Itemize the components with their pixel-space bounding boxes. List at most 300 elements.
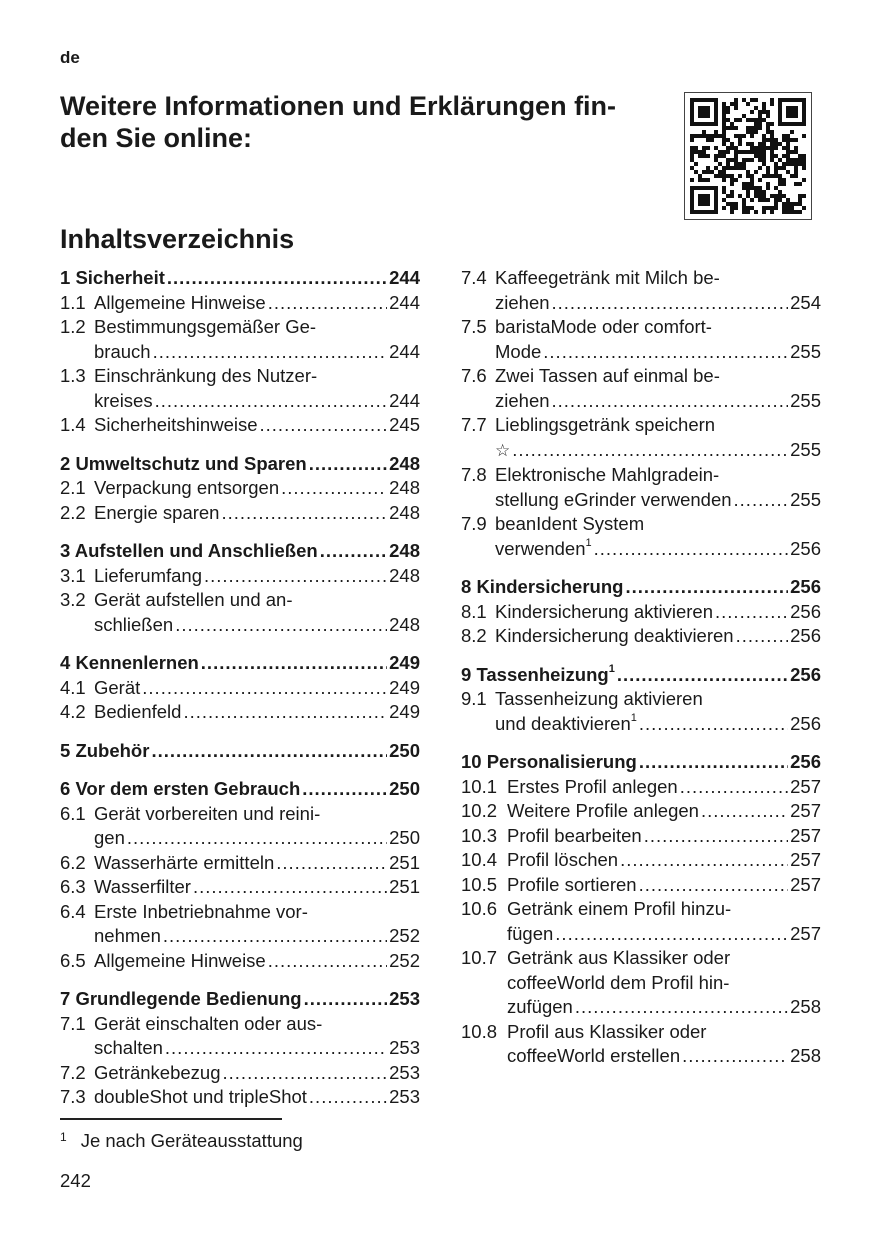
qr-module (702, 170, 706, 174)
toc-section-heading[interactable]: 6 Vor dem ersten Gebrauch ..... 250 (60, 777, 420, 802)
qr-module (738, 194, 742, 198)
qr-module (758, 198, 762, 202)
qr-module (794, 98, 798, 102)
qr-module (722, 138, 726, 142)
qr-module (734, 126, 738, 130)
qr-module (722, 170, 726, 174)
qr-module (778, 122, 782, 126)
qr-module (790, 98, 794, 102)
qr-module (762, 134, 766, 138)
toc-entry[interactable]: 10.8 Profil aus Klassiker oder coffeeWorld erstellen ..... 258 (461, 1020, 821, 1069)
qr-module (706, 122, 710, 126)
qr-module (766, 166, 770, 170)
qr-module (786, 114, 790, 118)
qr-module (766, 174, 770, 178)
toc-entry[interactable]: 4.1 Gerät ..... 249 (60, 676, 420, 701)
qr-module (758, 178, 762, 182)
qr-module (742, 206, 746, 210)
qr-module (782, 154, 786, 158)
qr-module (722, 106, 726, 110)
qr-module (698, 178, 702, 182)
qr-module (782, 166, 786, 170)
qr-module (710, 138, 714, 142)
qr-module (794, 170, 798, 174)
qr-module (770, 146, 774, 150)
qr-module (802, 122, 806, 126)
toc-section (60, 651, 420, 725)
qr-module (734, 206, 738, 210)
qr-module (766, 126, 770, 130)
qr-module (762, 158, 766, 162)
toc-entry[interactable]: 6.2 Wasserhärte ermitteln ..... 251 (60, 851, 420, 876)
toc-entry[interactable]: 3.1 Lieferumfang ..... 248 (60, 564, 420, 589)
qr-module (698, 110, 702, 114)
qr-module (690, 122, 694, 126)
qr-module (742, 162, 746, 166)
qr-module (742, 202, 746, 206)
online-info-headline (60, 90, 660, 154)
qr-module (766, 110, 770, 114)
qr-module (718, 170, 722, 174)
qr-module (794, 110, 798, 114)
qr-module (702, 106, 706, 110)
toc-entry[interactable]: 7.6 Zwei Tassen auf einmal be- ziehen ..... 255 (461, 364, 821, 413)
qr-module (730, 210, 734, 214)
qr-module (698, 106, 702, 110)
qr-module (766, 206, 770, 210)
qr-module (802, 114, 806, 118)
qr-module (758, 126, 762, 130)
footnote-text: Je nach Geräteausstattung (80, 1130, 303, 1151)
qr-module (730, 126, 734, 130)
toc-entry[interactable]: 9.1 Tassenheizung aktivieren und deaktivieren$^1$ ..... 256 (461, 687, 821, 736)
qr-module (750, 126, 754, 130)
qr-module (714, 206, 718, 210)
qr-module (746, 174, 750, 178)
toc-entry[interactable]: 7.5 baristaMode oder comfort- Mode ..... 255 (461, 315, 821, 364)
toc-column-right (461, 266, 821, 1069)
toc-section-heading[interactable]: 10 Personalisierung ..... 256 (461, 750, 821, 775)
toc-section-heading[interactable]: 9 Tassenheizung$^1$ ..... 256 (461, 663, 821, 688)
qr-module (778, 182, 782, 186)
qr-module (738, 162, 742, 166)
qr-module (802, 162, 806, 166)
qr-module (754, 122, 758, 126)
qr-module (762, 146, 766, 150)
qr-module (714, 154, 718, 158)
qr-module (694, 170, 698, 174)
qr-module (774, 170, 778, 174)
qr-module (798, 162, 802, 166)
qr-module (750, 134, 754, 138)
toc-entry[interactable]: 3.2 Gerät aufstellen und an- schließen ..... 248 (60, 588, 420, 637)
qr-module (750, 178, 754, 182)
toc-section-heading[interactable]: 8 Kindersicherung ..... 256 (461, 575, 821, 600)
qr-module (782, 98, 786, 102)
qr-module (774, 198, 778, 202)
qr-module (766, 138, 770, 142)
qr-module (694, 134, 698, 138)
qr-module (714, 106, 718, 110)
qr-module (726, 146, 730, 150)
qr-module (706, 166, 710, 170)
qr-module (746, 170, 750, 174)
qr-module (746, 102, 750, 106)
toc-entry[interactable]: 10.7 Getränk aus Klassiker oder coffeeWorld dem Profil hin- zufügen ..... 258 (461, 946, 821, 1020)
qr-module (766, 186, 770, 190)
qr-module (778, 166, 782, 170)
qr-module (730, 122, 734, 126)
qr-module (802, 154, 806, 158)
qr-module (774, 162, 778, 166)
qr-module (722, 186, 726, 190)
toc-entry[interactable]: 6.5 Allgemeine Hinweise ..... 252 (60, 949, 420, 974)
qr-module (766, 146, 770, 150)
qr-module (726, 150, 730, 154)
qr-module (706, 98, 710, 102)
qr-module (698, 114, 702, 118)
qr-module (690, 178, 694, 182)
qr-module (770, 174, 774, 178)
toc-entry[interactable]: 8.2 Kindersicherung deaktivieren ..... 256 (461, 624, 821, 649)
qr-module (714, 158, 718, 162)
toc-entry[interactable]: 10.5 Profile sortieren ..... 257 (461, 873, 821, 898)
qr-module (690, 118, 694, 122)
qr-module (786, 110, 790, 114)
qr-module (774, 194, 778, 198)
toc-entry[interactable]: 7.4 Kaffeegetränk mit Milch be- ziehen ..... 254 (461, 266, 821, 315)
qr-module (690, 110, 694, 114)
qr-module (762, 138, 766, 142)
qr-module (762, 198, 766, 202)
qr-module (690, 150, 694, 154)
footnote (60, 1130, 303, 1152)
qr-module (722, 134, 726, 138)
qr-module (786, 134, 790, 138)
qr-module (742, 98, 746, 102)
qr-module (750, 150, 754, 154)
qr-module (762, 154, 766, 158)
qr-module (790, 130, 794, 134)
qr-module (798, 182, 802, 186)
toc-section (60, 452, 420, 526)
qr-module (786, 154, 790, 158)
qr-module (778, 158, 782, 162)
qr-module (690, 98, 694, 102)
qr-module (694, 146, 698, 150)
qr-module (770, 102, 774, 106)
qr-module (690, 114, 694, 118)
qr-module (698, 154, 702, 158)
footnote-divider (60, 1118, 282, 1120)
footnote-marker: 1 (60, 1130, 67, 1144)
qr-module (690, 146, 694, 150)
qr-module (782, 194, 786, 198)
qr-module (734, 146, 738, 150)
qr-module (722, 118, 726, 122)
qr-module (738, 118, 742, 122)
qr-module (802, 178, 806, 182)
qr-module (730, 166, 734, 170)
toc-section-heading[interactable]: 2 Umweltschutz und Sparen ..... 248 (60, 452, 420, 477)
qr-module (766, 130, 770, 134)
qr-module (770, 98, 774, 102)
qr-module (702, 150, 706, 154)
qr-module (750, 198, 754, 202)
qr-module (730, 194, 734, 198)
qr-module (718, 150, 722, 154)
qr-module (802, 98, 806, 102)
page-number: 242 (60, 1170, 91, 1191)
qr-module (706, 210, 710, 214)
toc-section-heading[interactable]: 3 Aufstellen und Anschließen ..... 248 (60, 539, 420, 564)
qr-module (698, 174, 702, 178)
toc-entry[interactable]: 10.4 Profil löschen ..... 257 (461, 848, 821, 873)
qr-module (706, 134, 710, 138)
qr-module (742, 182, 746, 186)
qr-module (694, 162, 698, 166)
toc-entry[interactable]: 7.8 Elektronische Mahlgradein- stellung eGrinder verwenden ..... 255 (461, 463, 821, 512)
toc-section (461, 266, 821, 561)
qr-module (758, 194, 762, 198)
qr-module (770, 194, 774, 198)
qr-module (690, 154, 694, 158)
qr-module (714, 102, 718, 106)
qr-module (790, 210, 794, 214)
toc-entry[interactable]: 10.3 Profil bearbeiten ..... 257 (461, 824, 821, 849)
qr-module (782, 122, 786, 126)
toc-entry[interactable]: 1.4 Sicherheitshinweise ..... 245 (60, 413, 420, 438)
qr-module (786, 106, 790, 110)
qr-module (702, 198, 706, 202)
toc-entry[interactable]: 7.9 beanIdent System verwenden$^1$ ..... 256 (461, 512, 821, 561)
qr-module (762, 118, 766, 122)
qr-module (782, 162, 786, 166)
qr-module (710, 210, 714, 214)
toc-entry[interactable]: 7.1 Gerät einschalten oder aus- schalten ..... 253 (60, 1012, 420, 1061)
qr-module (802, 158, 806, 162)
qr-module (690, 102, 694, 106)
toc-entry[interactable]: 10.6 Getränk einem Profil hinzu- fügen ..... 257 (461, 897, 821, 946)
qr-module (706, 170, 710, 174)
qr-module (750, 206, 754, 210)
qr-module (786, 206, 790, 210)
qr-module (758, 110, 762, 114)
qr-module (722, 190, 726, 194)
qr-module (718, 154, 722, 158)
qr-module (770, 150, 774, 154)
qr-module (714, 198, 718, 202)
qr-module (750, 98, 754, 102)
qr-module (706, 154, 710, 158)
qr-module (722, 142, 726, 146)
qr-module (758, 142, 762, 146)
toc-entry[interactable]: 7.3 doubleShot und tripleShot ..... 253 (60, 1085, 420, 1110)
qr-module (730, 158, 734, 162)
qr-module (742, 210, 746, 214)
qr-module (706, 186, 710, 190)
qr-module (690, 138, 694, 142)
qr-module (794, 122, 798, 126)
qr-module (770, 154, 774, 158)
qr-module (766, 170, 770, 174)
toc-entry[interactable]: 2.2 Energie sparen ..... 248 (60, 501, 420, 526)
qr-module (698, 210, 702, 214)
toc-section (60, 987, 420, 1110)
qr-module (714, 186, 718, 190)
qr-module (770, 122, 774, 126)
toc-section (60, 539, 420, 637)
qr-module (742, 134, 746, 138)
qr-module (698, 186, 702, 190)
qr-module (702, 210, 706, 214)
qr-module (798, 98, 802, 102)
toc-section-heading[interactable]: 5 Zubehör ..... 250 (60, 739, 420, 764)
toc-section-heading[interactable]: 7 Grundlegende Bedienung ..... 253 (60, 987, 420, 1012)
qr-module (742, 198, 746, 202)
qr-module (802, 194, 806, 198)
toc-entry[interactable]: 2.1 Verpackung entsorgen ..... 248 (60, 476, 420, 501)
toc-section (60, 739, 420, 764)
qr-module (722, 114, 726, 118)
qr-module (750, 146, 754, 150)
qr-module (714, 134, 718, 138)
toc-entry[interactable]: 4.2 Bedienfeld ..... 249 (60, 700, 420, 725)
qr-module (746, 206, 750, 210)
qr-module (746, 186, 750, 190)
qr-module (750, 110, 754, 114)
qr-module (710, 186, 714, 190)
qr-module (762, 206, 766, 210)
qr-module (786, 122, 790, 126)
toc-entry[interactable]: 1.1 Allgemeine Hinweise ..... 244 (60, 291, 420, 316)
qr-module (790, 150, 794, 154)
toc-entry[interactable]: 7.2 Getränkebezug ..... 253 (60, 1061, 420, 1086)
qr-module (770, 138, 774, 142)
qr-module (706, 194, 710, 198)
qr-module (722, 206, 726, 210)
qr-module (690, 190, 694, 194)
qr-module (778, 106, 782, 110)
qr-module (762, 174, 766, 178)
qr-module (690, 206, 694, 210)
toc-entry[interactable]: 7.7 Lieblingsgetränk speichern ☆ ..... 255 (461, 413, 821, 463)
qr-module (742, 166, 746, 170)
qr-module (786, 210, 790, 214)
qr-module (794, 158, 798, 162)
qr-module (746, 182, 750, 186)
qr-module (770, 130, 774, 134)
qr-module (762, 162, 766, 166)
qr-module (778, 194, 782, 198)
qr-module (750, 182, 754, 186)
qr-module (702, 154, 706, 158)
toc-entry[interactable]: 1.3 Einschränkung des Nutzer- kreises ..... 244 (60, 364, 420, 413)
qr-module (782, 202, 786, 206)
qr-module (790, 202, 794, 206)
toc-entry[interactable]: 6.4 Erste Inbetriebnahme vor- nehmen ..... 252 (60, 900, 420, 949)
qr-module (758, 186, 762, 190)
qr-module (754, 190, 758, 194)
qr-module (690, 166, 694, 170)
toc-section-heading[interactable]: 1 Sicherheit ..... 244 (60, 266, 420, 291)
qr-module (802, 206, 806, 210)
qr-module (730, 182, 734, 186)
toc-entry[interactable]: 10.1 Erstes Profil anlegen ..... 257 (461, 775, 821, 800)
qr-module (710, 134, 714, 138)
toc-entry[interactable]: 10.2 Weitere Profile anlegen ..... 257 (461, 799, 821, 824)
qr-module (794, 138, 798, 142)
qr-module (706, 106, 710, 110)
qr-module (690, 202, 694, 206)
qr-module (802, 118, 806, 122)
qr-module (730, 102, 734, 106)
qr-module (770, 158, 774, 162)
qr-module (714, 202, 718, 206)
qr-module (798, 122, 802, 126)
toc-entry[interactable]: 8.1 Kindersicherung aktivieren ..... 256 (461, 600, 821, 625)
qr-module (690, 106, 694, 110)
qr-module (758, 122, 762, 126)
qr-module (758, 158, 762, 162)
toc-section (461, 575, 821, 649)
qr-module (714, 122, 718, 126)
toc-section-heading[interactable]: 4 Kennenlernen ..... 249 (60, 651, 420, 676)
qr-module (738, 150, 742, 154)
qr-module (794, 106, 798, 110)
qr-module (754, 126, 758, 130)
qr-module (726, 118, 730, 122)
qr-module (694, 210, 698, 214)
qr-module (754, 118, 758, 122)
toc-entry[interactable]: 1.2 Bestimmungsgemäßer Ge- brauch ..... 244 (60, 315, 420, 364)
qr-module (802, 166, 806, 170)
qr-module (786, 142, 790, 146)
qr-module (782, 210, 786, 214)
qr-module (698, 98, 702, 102)
qr-module (746, 210, 750, 214)
qr-module (782, 134, 786, 138)
qr-module (774, 174, 778, 178)
toc-section (461, 663, 821, 737)
headline-line: den Sie online: (60, 123, 253, 153)
qr-module (730, 190, 734, 194)
qr-module (750, 118, 754, 122)
qr-module (714, 118, 718, 122)
qr-module (758, 190, 762, 194)
footnote-ref: 1 (608, 663, 615, 676)
qr-module (802, 110, 806, 114)
qr-module (698, 202, 702, 206)
qr-module (798, 198, 802, 202)
qr-module (774, 202, 778, 206)
qr-module (706, 202, 710, 206)
qr-module (722, 174, 726, 178)
qr-module (758, 146, 762, 150)
qr-module (794, 114, 798, 118)
qr-module (778, 102, 782, 106)
qr-module (722, 130, 726, 134)
qr-module (730, 174, 734, 178)
toc-entry[interactable]: 6.3 Wasserfilter ..... 251 (60, 875, 420, 900)
qr-module (774, 142, 778, 146)
qr-module (722, 126, 726, 130)
qr-module (726, 162, 730, 166)
toc-entry[interactable]: 6.1 Gerät vorbereiten und reini- gen ..... 250 (60, 802, 420, 851)
qr-module (786, 150, 790, 154)
qr-module (726, 138, 730, 142)
qr-module (758, 154, 762, 158)
